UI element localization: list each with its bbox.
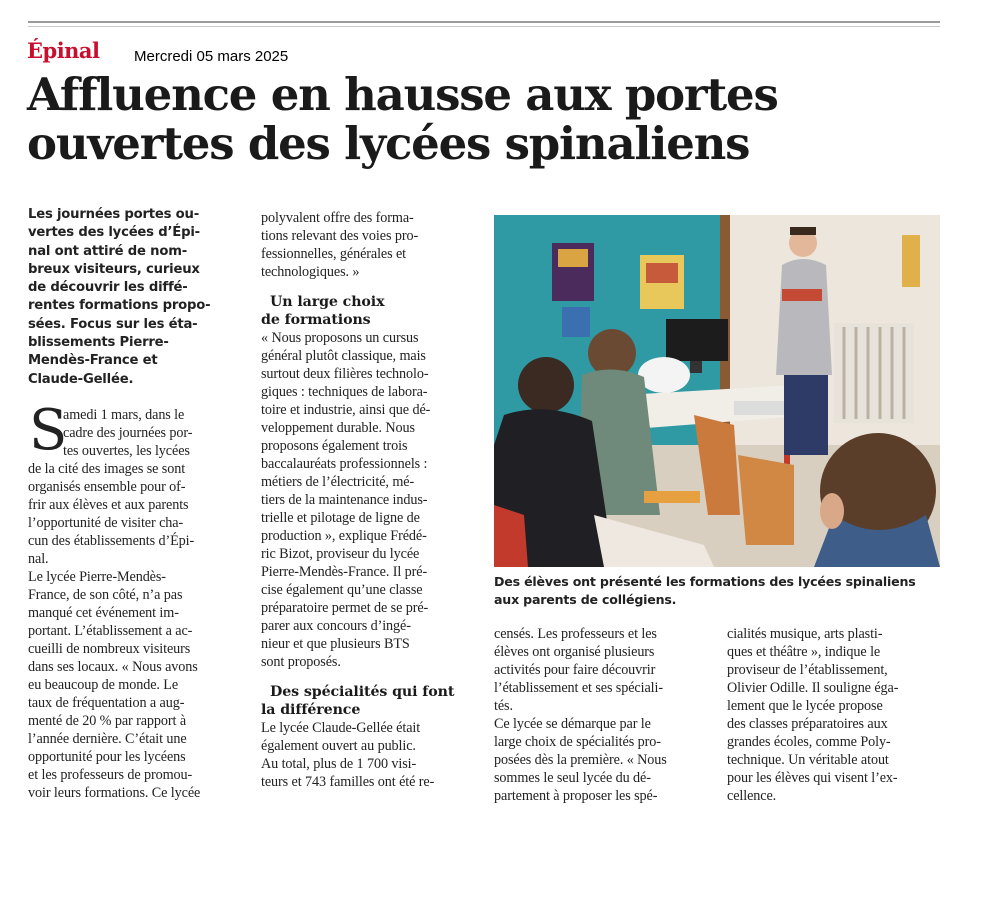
text-line: production », explique Frédé-	[261, 528, 427, 544]
text-line: cellence.	[727, 788, 777, 804]
chapo-line: Claude-Gellée.	[28, 371, 134, 387]
text-line: élèves ont organisé plusieurs	[494, 644, 655, 660]
text-line: tes ouvertes, les lycées	[63, 443, 190, 459]
text-line: Ce lycée se démarque par le	[494, 716, 651, 732]
text-line: Olivier Odille. Il souligne éga-	[727, 680, 899, 696]
text-line: surtout deux filières technolo-	[261, 366, 429, 382]
text-line: menté de 20 % par rapport à	[28, 713, 187, 729]
text-line: Le lycée Claude-Gellée était	[261, 720, 421, 736]
text-line: technique. Un véritable atout	[727, 752, 889, 768]
text-line: parer aux concours d’ingé-	[261, 618, 411, 634]
chapo-line: nal ont attiré de nom-	[28, 243, 188, 259]
text-line: activités pour faire découvrir	[494, 662, 656, 678]
text-line: posées dès la première. « Nous	[494, 752, 667, 768]
text-line: tés.	[494, 698, 513, 714]
subheading: Un large choix	[270, 294, 385, 310]
chapo-line: de découvrir les diffé-	[28, 280, 188, 296]
text-line: proposons également trois	[261, 438, 408, 454]
text-line: polyvalent offre des forma-	[261, 210, 414, 226]
text-line: technologiques. »	[261, 264, 360, 280]
text-line: portant. L’établissement a ac-	[28, 623, 193, 639]
text-line: partement à proposer les spé-	[494, 788, 658, 804]
text-line: Pierre-Mendès-France. Il pré-	[261, 564, 428, 580]
publication-date: Mercredi 05 mars 2025	[134, 48, 289, 65]
text-line: ques et théâtre », indique le	[727, 644, 881, 660]
text-line: frir aux élèves et aux parents	[28, 497, 189, 513]
chapo-line: rentes formations propo-	[28, 298, 211, 314]
text-line: pour les élèves qui visent l’ex-	[727, 770, 898, 786]
text-line: tions relevant des voies pro-	[261, 228, 419, 244]
text-line: taux de fréquentation a aug-	[28, 695, 185, 711]
caption-line: Des élèves ont présenté les formations des lycées spinaliens	[494, 574, 916, 589]
subheading: Des spécialités qui font	[270, 684, 455, 700]
text-line: cadre des journées por-	[63, 425, 193, 441]
column-1-body	[28, 460, 243, 802]
text-line: grandes écoles, comme Poly-	[727, 734, 891, 750]
text-line: cun des établissements d’Épi-	[28, 533, 195, 549]
text-line: Le lycée Pierre-Mendès-	[28, 569, 166, 585]
column-2	[261, 209, 479, 791]
text-line: teurs et 743 familles ont été re-	[261, 774, 435, 790]
text-line: trielle et pilotage de ligne de	[261, 510, 420, 526]
text-line: amedi 1 mars, dans le	[63, 407, 185, 423]
text-line: France, de son côté, n’a pas	[28, 587, 183, 603]
text-line: veloppement durable. Nous	[261, 420, 415, 436]
text-line: large choix de spécialités pro-	[494, 734, 661, 750]
chapo-line: breux visiteurs, curieux	[28, 261, 200, 277]
text-line: nal.	[28, 551, 49, 567]
text-line: opportunité pour les lycéens	[28, 749, 186, 765]
top-rule	[28, 21, 940, 27]
section-label: Épinal	[27, 38, 100, 63]
text-line: des classes préparatoires aux	[727, 716, 888, 732]
text-line: l’opportunité de visiter cha-	[28, 515, 184, 531]
column-3	[494, 625, 714, 805]
text-line: nieur et que plusieurs BTS	[261, 636, 410, 652]
subheading: de formations	[261, 312, 371, 328]
text-line: de la cité des images se sont	[28, 461, 186, 477]
column-4	[727, 625, 947, 805]
text-line: métiers de l’électricité, mé-	[261, 474, 415, 490]
text-line: préparatoire permet de se pré-	[261, 600, 429, 616]
text-line: tiers de la maintenance indus-	[261, 492, 428, 508]
text-line: sommes le seul lycée du dé-	[494, 770, 651, 786]
caption-line: aux parents de collégiens.	[494, 592, 677, 607]
text-line: cueilli de nombreux visiteurs	[28, 641, 191, 657]
text-line: dans ses locaux. « Nous avons	[28, 659, 198, 675]
column-1-intro	[63, 406, 243, 460]
headline-line: Affluence en hausse aux portes	[27, 68, 778, 121]
article-photo	[494, 215, 940, 567]
chapo	[28, 206, 238, 389]
classroom-photo-illustration	[494, 215, 940, 567]
text-line: giques : techniques de labora-	[261, 384, 428, 400]
text-line: fessionnelles, générales et	[261, 246, 407, 262]
drop-cap: S	[29, 398, 68, 463]
text-line: toire et industrie, ainsi que dé-	[261, 402, 431, 418]
chapo-line: sées. Focus sur les éta-	[28, 316, 198, 332]
text-line: voir leurs formations. Ce lycée	[28, 785, 201, 801]
text-line: baccalauréats professionnels :	[261, 456, 428, 472]
chapo-line: Les journées portes ou-	[28, 207, 199, 222]
headline	[27, 70, 957, 168]
text-line: proviseur de l’établissement,	[727, 662, 888, 678]
text-line: Au total, plus de 1 700 visi-	[261, 756, 417, 772]
chapo-line: Mendès-France et	[28, 353, 158, 369]
text-line: ric Bizot, proviseur du lycée	[261, 546, 420, 562]
text-line: censés. Les professeurs et les	[494, 626, 657, 642]
text-line: sont proposés.	[261, 654, 341, 670]
headline-line: ouvertes des lycées spinaliens	[27, 117, 750, 170]
text-line: et les professeurs de promou-	[28, 767, 193, 783]
text-line: « Nous proposons un cursus	[261, 330, 419, 346]
chapo-line: vertes des lycées d’Épi-	[28, 225, 200, 241]
text-line: manqué cet événement im-	[28, 605, 179, 621]
text-line: organisés ensemble pour of-	[28, 479, 186, 495]
text-line: eu beaucoup de monde. Le	[28, 677, 179, 693]
text-line: lement que le lycée propose	[727, 698, 883, 714]
text-line: également ouvert au public.	[261, 738, 416, 754]
text-line: cialités musique, arts plasti-	[727, 626, 883, 642]
text-line: général plutôt classique, mais	[261, 348, 426, 364]
chapo-line: blissements Pierre-	[28, 335, 169, 351]
photo-caption	[494, 573, 944, 609]
text-line: cise également qu’une classe	[261, 582, 423, 598]
text-line: l’année dernière. C’était une	[28, 731, 187, 747]
subheading: la différence	[261, 702, 361, 718]
text-line: l’établissement et ses spéciali-	[494, 680, 663, 696]
